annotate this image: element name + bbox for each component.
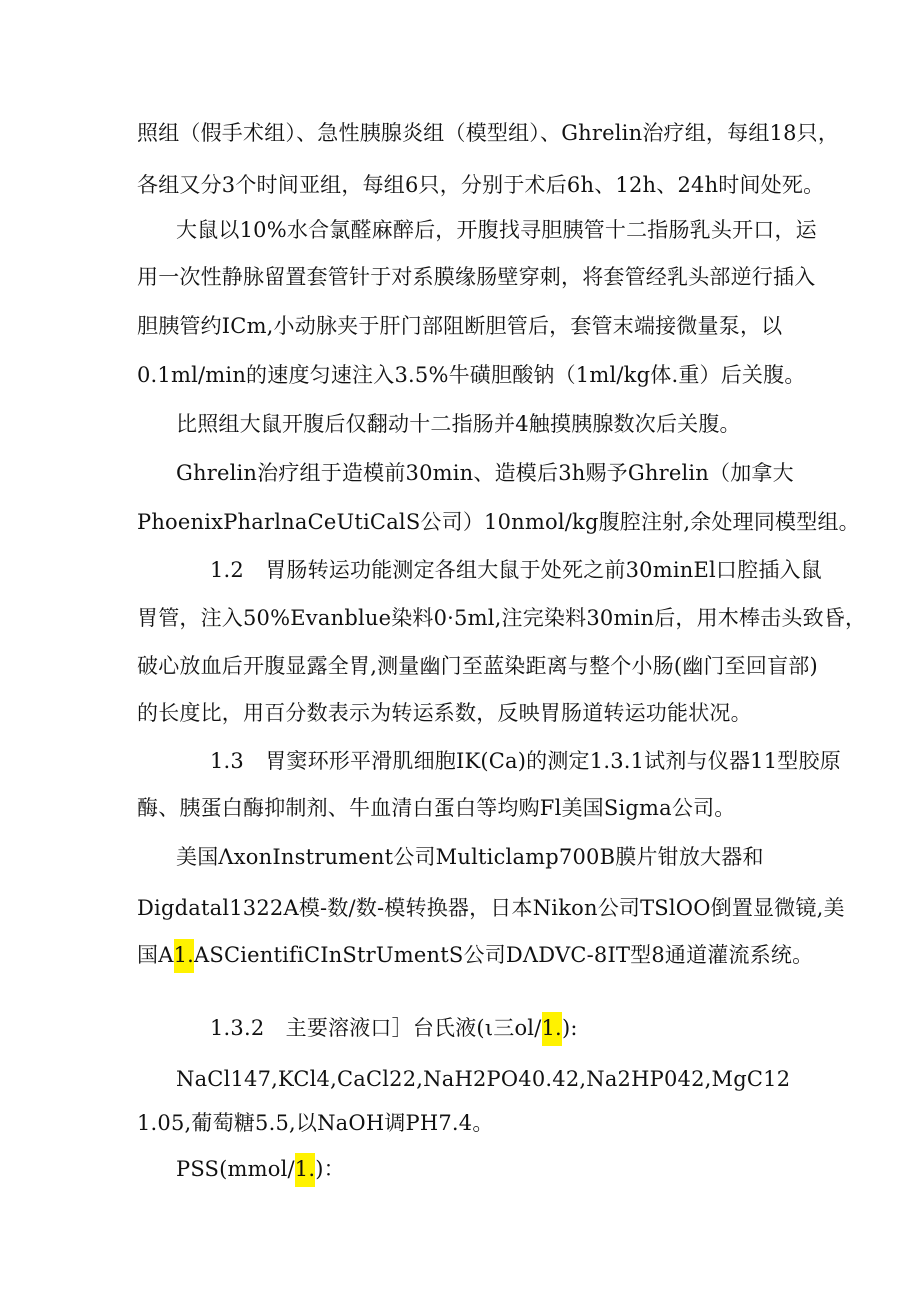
paragraph-line-6: 0.1ml/min的速度匀速注入3.5%牛磺胆酸钠（1ml/kg体.重）后关腹。 — [137, 363, 806, 387]
paragraph-line-4: 用一次性静脉留置套管针于对系膜缘肠壁穿刺，将套管经乳头部逆行插入 — [137, 265, 816, 289]
paragraph-line-20: NaCl147,KCl4,CaCl22,NaH2PO40.42,Na2HP042,MgC12 — [176, 1067, 791, 1091]
paragraph-line-3: 大鼠以10%水合氯醛麻醉后，开腹找寻胆胰管十二指肠乳头开口，运 — [176, 218, 817, 242]
paragraph-line-1: 照组（假手术组）、急性胰腺炎组（模型组）、Ghrelin治疗组，每组18只， — [137, 121, 840, 145]
highlighted-text: 1. — [295, 1153, 315, 1187]
paragraph-line-18 — [137, 939, 813, 973]
paragraph-line-7: 比照组大鼠开腹后仅翻动十二指肠并4触摸胰腺数次后关腹。 — [176, 412, 741, 436]
paragraph-line-13: 的长度比，用百分数表示为转运系数，反映胃肠道转运功能状况。 — [137, 701, 752, 725]
paragraph-line-16: 美国ΛxonInstrument公司Multiclamp700B膜片钳放大器和 — [176, 845, 764, 869]
paragraph-line-22 — [176, 1153, 345, 1187]
paragraph-line-10: 1.2 胃肠转运功能测定各组大鼠于处死之前30minEl口腔插入鼠 — [210, 558, 822, 582]
paragraph-line-17: Digdatal1322A模-数/数-模转换器，日本Nikon公司TSlOO倒置显微镜,美 — [137, 896, 845, 920]
line-text-after: ASCientifiCInStrUmentS公司DΛDVC-8IT型8通道灌流系统。 — [194, 943, 814, 967]
line-text-after: )： — [315, 1157, 345, 1181]
paragraph-line-12: 破心放血后开腹显露全胃,测量幽门至蓝染距离与整个小肠(幽门至回盲部) — [137, 654, 818, 678]
line-text-before: PSS(mmol/ — [176, 1157, 295, 1181]
line-text-before: 1.3.2 主要溶液口］台氏液(ι三ol/ — [210, 1016, 542, 1040]
paragraph-line-5: 胆胰管约ICm,小动脉夹于肝门部阻断胆管后，套管末端接微量泵，以 — [137, 314, 783, 338]
line-text-after: ): — [561, 1016, 578, 1040]
highlighted-text: 1. — [174, 939, 194, 973]
highlighted-text: 1. — [542, 1012, 562, 1046]
paragraph-line-8: Ghrelin治疗组于造模前30min、造模后3h赐予Ghrelin（加拿大 — [176, 461, 794, 485]
paragraph-line-9: PhoenixPharlnaCeUtiCalS公司）10nmol/kg腹腔注射,余处理同模型组。 — [137, 510, 860, 534]
paragraph-line-15: 酶、胰蛋白酶抑制剂、牛血清白蛋白等均购Fl美国Sigma公司。 — [137, 796, 736, 820]
paragraph-line-14: 1.3 胃窦环形平滑肌细胞IK(Ca)的测定1.3.1试剂与仪器11型胶原 — [210, 749, 841, 773]
paragraph-line-11: 胃管，注入50%Evanblue染料0·5ml,注完染料30min后，用木棒击头致昏， — [137, 606, 867, 630]
paragraph-line-21: 1.05,葡萄糖5.5,以NaOH调PH7.4。 — [137, 1111, 494, 1135]
line-text-before: 国A — [137, 943, 174, 967]
paragraph-line-2: 各组又分3个时间亚组，每组6只，分别于术后6h、12h、24h时间处死。 — [137, 173, 825, 197]
paragraph-line-19 — [210, 1012, 578, 1046]
